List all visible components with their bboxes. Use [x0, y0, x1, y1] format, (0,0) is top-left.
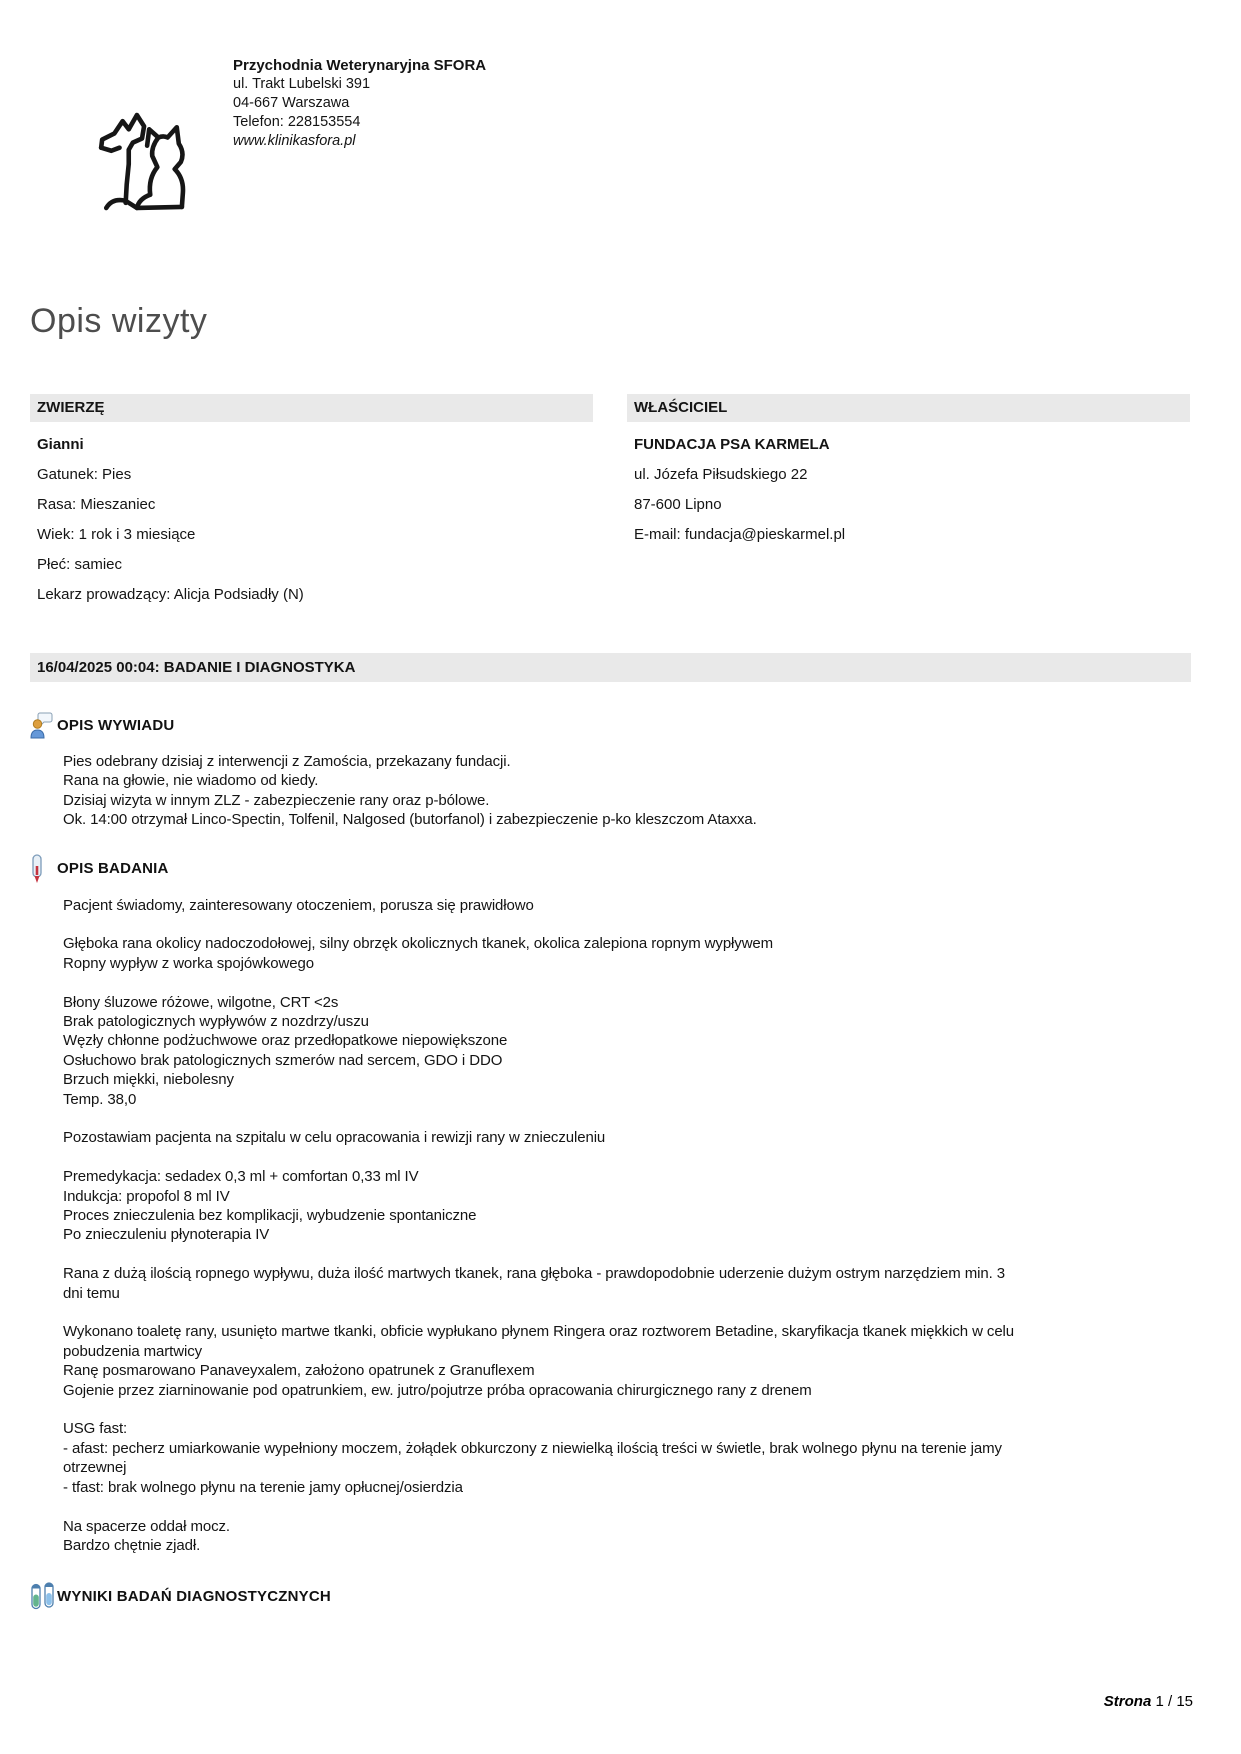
text-line: [63, 1109, 1191, 1128]
text-line: Rana na głowie, nie wiadomo od kiedy.: [63, 772, 319, 790]
text-line: Ropny wypływ z worka spojówkowego: [63, 954, 314, 972]
text-line: Po znieczuleniu płynoterapia IV: [63, 1226, 270, 1244]
text-line: Ok. 14:00 otrzymał Linco-Spectin, Tolfenil, Nalgosed (butorfanol) i zabezpieczenie p-ko kleszczom Ataxxa.: [63, 811, 757, 829]
clinic-address-line1: ul. Trakt Lubelski 391: [233, 76, 371, 92]
test-tubes-icon: [30, 1582, 57, 1610]
section-diagnostic-results-header: [30, 1579, 1191, 1613]
text-line: Węzły chłonne podżuchwowe oraz przedłopatkowe niepowiększone: [63, 1032, 508, 1050]
text-line: Rana z dużą ilością ropnego wypływu, duża ilość martwych tkanek, rana głęboka - prawdopodobnie uderzenie dużym ostrym narzędziem min. 3: [63, 1265, 1005, 1283]
animal-section-header: ZWIERZĘ: [30, 394, 593, 422]
text-line: Gatunek: Pies: [37, 466, 132, 483]
owner-info-panel: [627, 394, 1190, 543]
clinic-logo-dog-cat-icon: [94, 110, 188, 214]
section-examination-text: [30, 896, 1191, 1556]
text-line: Pacjent świadomy, zainteresowany otoczeniem, porusza się prawidłowo: [63, 896, 534, 914]
text-line: otrzewnej: [63, 1459, 127, 1477]
text-line: Rasa: Mieszaniec: [37, 496, 156, 513]
text-line: 87-600 Lipno: [634, 496, 722, 513]
section-interview-title: OPIS WYWIADU: [57, 716, 175, 734]
text-line: Dzisiaj wizyta w innym ZLZ - zabezpieczenie rany oraz p-bólowe.: [63, 791, 490, 809]
section-interview-header: [30, 708, 1191, 742]
animal-name: Gianni: [37, 436, 84, 453]
text-line: Pozostawiam pacjenta na szpitalu w celu opracowania i rewizji rany w znieczuleniu: [63, 1129, 606, 1147]
text-line: Bardzo chętnie zjadł.: [63, 1536, 201, 1554]
clinic-info-block: [233, 56, 486, 151]
clinic-name: Przychodnia Weterynaryjna SFORA: [233, 57, 487, 74]
text-line: pobudzenia martwicy: [63, 1342, 203, 1360]
owner-details: [627, 466, 1190, 543]
text-line: Brak patologicznych wypływów z nozdrzy/uszu: [63, 1013, 369, 1031]
clinic-website: www.klinikasfora.pl: [233, 133, 356, 149]
section-interview: [30, 708, 1191, 830]
text-line: Płeć: samiec: [37, 556, 123, 573]
text-line: Ranę posmarowano Panaveyxalem, założono opatrunek z Granuflexem: [63, 1362, 535, 1380]
text-line: Wiek: 1 rok i 3 miesiące: [37, 526, 196, 543]
text-line: [63, 1148, 1191, 1167]
text-line: Osłuchowo brak patologicznych szmerów nad sercem, GDO i DDO: [63, 1051, 503, 1069]
text-line: Wykonano toaletę rany, usunięto martwe tkanki, obficie wypłukano płynem Ringera oraz roztworem Betadine, skaryfikacja tkanek miękkich w celu: [63, 1323, 1015, 1341]
section-examination-title: OPIS BADANIA: [57, 860, 169, 878]
section-examination: [30, 852, 1191, 1556]
text-line: - afast: pecherz umiarkowanie wypełniony moczem, żołądek obkurczony z niewielką ilością treści w świetle, brak wolnego płynu na terenie jamy: [63, 1439, 1002, 1457]
footer-page-number: 1 / 15: [1155, 1693, 1193, 1710]
section-examination-header: [30, 852, 1191, 886]
page-footer: [1104, 1693, 1193, 1710]
section-interview-text: [30, 752, 1191, 830]
text-line: Błony śluzowe różowe, wilgotne, CRT <2s: [63, 993, 339, 1011]
text-line: [63, 1303, 1191, 1322]
text-line: [63, 1245, 1191, 1264]
visit-sections: [30, 684, 1191, 1623]
text-line: [63, 1400, 1191, 1419]
owner-name: FUNDACJA PSA KARMELA: [634, 436, 830, 453]
text-line: Pies odebrany dzisiaj z interwencji z Zamościa, przekazany fundacji.: [63, 753, 511, 770]
text-line: [63, 915, 1191, 934]
text-line: USG fast:: [63, 1420, 128, 1438]
text-line: [63, 973, 1191, 992]
text-line: Proces znieczulenia bez komplikacji, wybudzenie spontaniczne: [63, 1207, 477, 1225]
animal-info-panel: [30, 394, 593, 603]
animal-details: [30, 466, 593, 603]
text-line: Indukcja: propofol 8 ml IV: [63, 1187, 230, 1205]
text-line: E-mail: fundacja@pieskarmel.pl: [634, 526, 846, 543]
text-line: Gojenie przez ziarninowanie pod opatrunkiem, ew. jutro/pojutrze próba opracowania chirurgicznego rany z drenem: [63, 1381, 812, 1399]
section-diagnostic-results-title: WYNIKI BADAŃ DIAGNOSTYCZNYCH: [57, 1587, 331, 1605]
text-line: Na spacerze oddał mocz.: [63, 1517, 230, 1535]
text-line: Głęboka rana okolicy nadoczodołowej, silny obrzęk okolicznych tkanek, okolica zalepiona ropnym wypływem: [63, 935, 774, 953]
person-speech-bubble-icon: [30, 711, 57, 739]
text-line: ul. Józefa Piłsudskiego 22: [634, 466, 808, 483]
owner-section-header: WŁAŚCICIEL: [627, 394, 1190, 422]
text-line: dni temu: [63, 1284, 120, 1302]
text-line: Lekarz prowadzący: Alicja Podsiadły (N): [37, 586, 304, 603]
clinic-address-line2: 04-667 Warszawa: [233, 95, 350, 111]
text-line: [63, 1497, 1191, 1516]
page-title: Opis wizyty: [30, 302, 208, 340]
text-line: - tfast: brak wolnego płynu na terenie jamy opłucnej/osierdzia: [63, 1478, 463, 1496]
text-line: Brzuch miękki, niebolesny: [63, 1071, 234, 1089]
clinic-phone: Telefon: 228153554: [233, 114, 361, 130]
text-line: Temp. 38,0: [63, 1090, 137, 1108]
visit-entry-header: 16/04/2025 00:04: BADANIE I DIAGNOSTYKA: [30, 653, 1191, 682]
footer-page-label: Strona: [1103, 1693, 1152, 1710]
text-line: Premedykacja: sedadex 0,3 ml + comfortan 0,33 ml IV: [63, 1168, 419, 1186]
thermometer-icon: [30, 854, 57, 884]
section-diagnostic-results: [30, 1579, 1191, 1613]
